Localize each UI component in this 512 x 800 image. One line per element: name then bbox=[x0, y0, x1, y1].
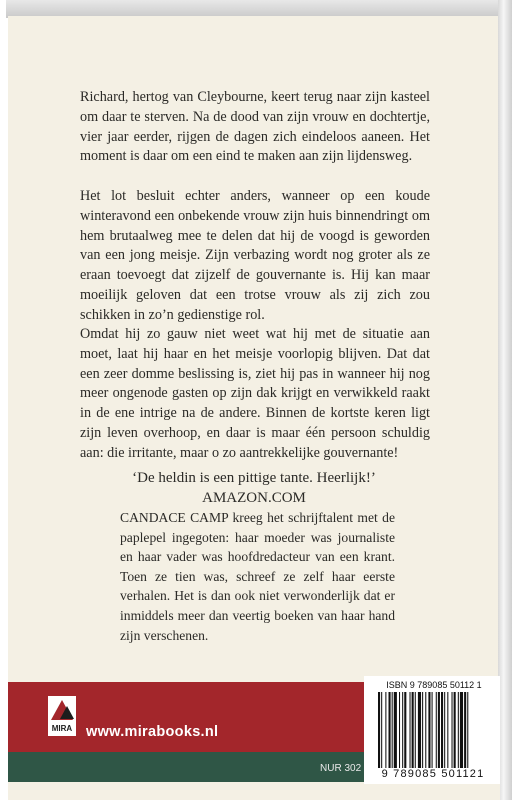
barcode-stripe bbox=[404, 692, 406, 768]
barcode-stripe bbox=[412, 692, 414, 768]
barcode-bars bbox=[378, 692, 494, 768]
barcode-stripe bbox=[432, 692, 433, 768]
barcode-stripe bbox=[464, 692, 466, 768]
barcode-stripe bbox=[460, 692, 463, 768]
barcode-stripe bbox=[454, 692, 456, 768]
publisher-website-link[interactable]: www.mirabooks.nl bbox=[86, 724, 219, 740]
bottom-strip bbox=[8, 782, 500, 800]
barcode-stripe bbox=[402, 692, 403, 768]
barcode-graphic bbox=[378, 692, 494, 768]
barcode-stripe bbox=[389, 692, 391, 768]
barcode-stripe bbox=[418, 692, 421, 768]
barcode-stripe bbox=[422, 692, 423, 768]
author-bio: CANDACE CAMP kreeg het schrijftalent met de paplepel ingegoten: haar moeder was journaliste en haar vader was hoofdredacteur van een krant. Toen ze tien was, schreef ze zelf haar eerste verhalen. Het is dan ook niet verwonderlijk dat er inmiddels meer dan veertig boeken van haar hand zijn verschenen. bbox=[120, 510, 395, 643]
barcode-stripe bbox=[378, 692, 380, 768]
barcode-stripe bbox=[381, 692, 382, 768]
blurb-paragraph-1 bbox=[80, 88, 430, 167]
barcode-stripe bbox=[452, 692, 453, 768]
barcode bbox=[364, 676, 500, 784]
quote-source: AMAZON.COM bbox=[202, 490, 306, 506]
barcode-stripe bbox=[425, 692, 426, 768]
isbn-digits: 9 789085 501121 bbox=[381, 768, 485, 780]
barcode-stripe bbox=[415, 692, 416, 768]
isbn-label: ISBN 9 789085 50112 1 bbox=[386, 680, 482, 690]
blurb-text-2: Het lot besluit echter anders, wanneer op een koude winteravond een onbekende vrouw zijn huis binnendringt om hem brutaalweg mee te delen dat hij de voogd is geworden van een jong meisje. Zijn verbazing wordt nog groter als ze eraan toevoegt dat zijzelf de gouvernante is. Hij kan maar moeilijk geloven dat een trotse vrouw als zij zich zou schikken in zo’n gedienstige rol. bbox=[80, 188, 430, 323]
barcode-stripe bbox=[458, 692, 459, 768]
barcode-stripe bbox=[444, 692, 445, 768]
barcode-stripe bbox=[438, 692, 440, 768]
barcode-stripe bbox=[392, 692, 393, 768]
barcode-stripe bbox=[399, 692, 400, 768]
nur-code: NUR 302 bbox=[320, 763, 362, 774]
barcode-stripe bbox=[467, 692, 468, 768]
blurb-paragraph-3 bbox=[80, 325, 430, 464]
blurb-text-3: Omdat hij zo gauw niet weet wat hij met de situatie aan moet, laat hij haar en het meisje voorlopig blijven. Dat dat een zeer domme beslissing is, ziet hij pas in wanneer hij nog meer ongenode gasten op zijn dak krijgt en verwikkeld raakt in de ene intrige na de andere. Binnen de kortste keren ligt zijn leven overhoop, en daar is maar één persoon schuldig aan: die irritante, maar o zo aantrekkelijke gouvernante! bbox=[80, 326, 430, 461]
review-quote bbox=[80, 468, 428, 508]
barcode-stripe bbox=[410, 692, 411, 768]
barcode-stripe bbox=[385, 692, 386, 768]
blurb-paragraph-2 bbox=[80, 187, 430, 326]
barcode-stripe bbox=[428, 692, 430, 768]
blurb-text-1: Richard, hertog van Cleybourne, keert terug naar zijn kasteel om daar te sterven. Na de dood van zijn vrouw en dochtertje, vier jaar eerder, rijgen de dagen zich eindeloos aaneen. Het moment is daar om een eind te maken aan zijn lijdensweg. bbox=[80, 89, 430, 165]
barcode-stripe bbox=[441, 692, 443, 768]
logo-text: MIRA bbox=[51, 724, 73, 733]
page-edges bbox=[498, 0, 512, 800]
mira-logo-icon bbox=[48, 696, 76, 736]
barcode-stripe bbox=[394, 692, 397, 768]
barcode-stripe bbox=[436, 692, 437, 768]
barcode-stripe bbox=[447, 692, 448, 768]
quote-text: ‘De heldin is een pittige tante. Heerlijk!’ bbox=[132, 470, 376, 486]
